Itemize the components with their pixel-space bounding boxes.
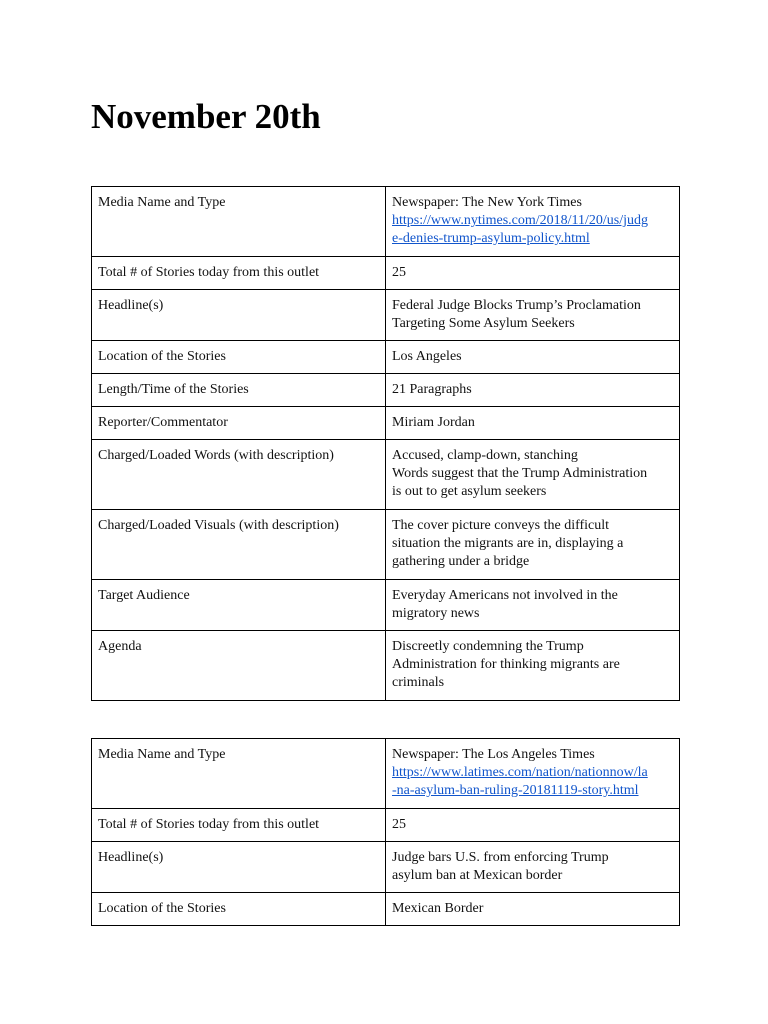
- table-row: [92, 580, 680, 631]
- table-row: [92, 739, 680, 809]
- row-label: Headline(s): [92, 290, 386, 341]
- media-analysis-table-nytimes: [91, 186, 680, 701]
- value-text: Federal Judge Blocks Trump’s Proclamation: [392, 298, 641, 313]
- row-label: Total # of Stories today from this outlet: [92, 257, 386, 290]
- value-text: Targeting Some Asylum Seekers: [392, 316, 575, 331]
- row-value: [386, 893, 680, 926]
- value-text: Newspaper: The Los Angeles Times: [392, 747, 595, 762]
- table-row: [92, 374, 680, 407]
- value-text: The cover picture conveys the difficult: [392, 518, 610, 533]
- row-value: [386, 341, 680, 374]
- table-row: [92, 510, 680, 580]
- row-value: [386, 290, 680, 341]
- value-text: 21 Paragraphs: [392, 382, 472, 397]
- row-value: [386, 440, 680, 510]
- value-text: 25: [392, 265, 406, 280]
- row-label: Agenda: [92, 631, 386, 701]
- row-value: [386, 631, 680, 701]
- row-label: Target Audience: [92, 580, 386, 631]
- row-label: Total # of Stories today from this outlet: [92, 809, 386, 842]
- row-value: [386, 842, 680, 893]
- value-text: Newspaper: The New York Times: [392, 195, 582, 210]
- value-text: situation the migrants are in, displaying a: [392, 536, 624, 551]
- page-title: November 20th: [91, 97, 321, 136]
- row-value: [386, 407, 680, 440]
- value-text: Everyday Americans not involved in the: [392, 588, 618, 603]
- table-row: [92, 257, 680, 290]
- value-text: Miriam Jordan: [392, 415, 475, 430]
- row-label: Media Name and Type: [92, 187, 386, 257]
- table-row: [92, 407, 680, 440]
- value-text: Los Angeles: [392, 349, 462, 364]
- article-link[interactable]: https://www.nytimes.com/2018/11/20/us/judg: [392, 213, 649, 228]
- table-row: [92, 440, 680, 510]
- table-row: [92, 842, 680, 893]
- value-text: Administration for thinking migrants are: [392, 657, 620, 672]
- row-value: [386, 374, 680, 407]
- article-link[interactable]: e-denies-trump-asylum-policy.html: [392, 231, 590, 246]
- row-label: Location of the Stories: [92, 893, 386, 926]
- row-label: Headline(s): [92, 842, 386, 893]
- value-text: 25: [392, 817, 406, 832]
- row-label: Reporter/Commentator: [92, 407, 386, 440]
- value-text: is out to get asylum seekers: [392, 484, 547, 499]
- row-value: [386, 257, 680, 290]
- table-row: [92, 893, 680, 926]
- row-label: Location of the Stories: [92, 341, 386, 374]
- row-value: [386, 809, 680, 842]
- value-text: migratory news: [392, 606, 480, 621]
- table-row: [92, 187, 680, 257]
- article-link[interactable]: -na-asylum-ban-ruling-20181119-story.html: [392, 783, 639, 798]
- table-body: [92, 739, 680, 926]
- row-label: Charged/Loaded Visuals (with description): [92, 510, 386, 580]
- value-text: Judge bars U.S. from enforcing Trump: [392, 850, 609, 865]
- row-label: Charged/Loaded Words (with description): [92, 440, 386, 510]
- table-row: [92, 809, 680, 842]
- article-link[interactable]: https://www.latimes.com/nation/nationnow/la: [392, 765, 648, 780]
- row-label: Media Name and Type: [92, 739, 386, 809]
- value-text: Words suggest that the Trump Administration: [392, 466, 648, 481]
- row-value: [386, 580, 680, 631]
- table-row: [92, 341, 680, 374]
- value-text: Discreetly condemning the Trump: [392, 639, 584, 654]
- row-value: [386, 510, 680, 580]
- value-text: gathering under a bridge: [392, 554, 530, 569]
- value-text: Mexican Border: [392, 901, 484, 916]
- table-row: [92, 290, 680, 341]
- table-row: [92, 631, 680, 701]
- media-analysis-table-latimes: [91, 738, 680, 926]
- value-text: asylum ban at Mexican border: [392, 868, 563, 883]
- row-value: [386, 187, 680, 257]
- value-text: criminals: [392, 675, 445, 690]
- value-text: Accused, clamp-down, stanching: [392, 448, 578, 463]
- table-body: [92, 187, 680, 701]
- row-value: [386, 739, 680, 809]
- row-label: Length/Time of the Stories: [92, 374, 386, 407]
